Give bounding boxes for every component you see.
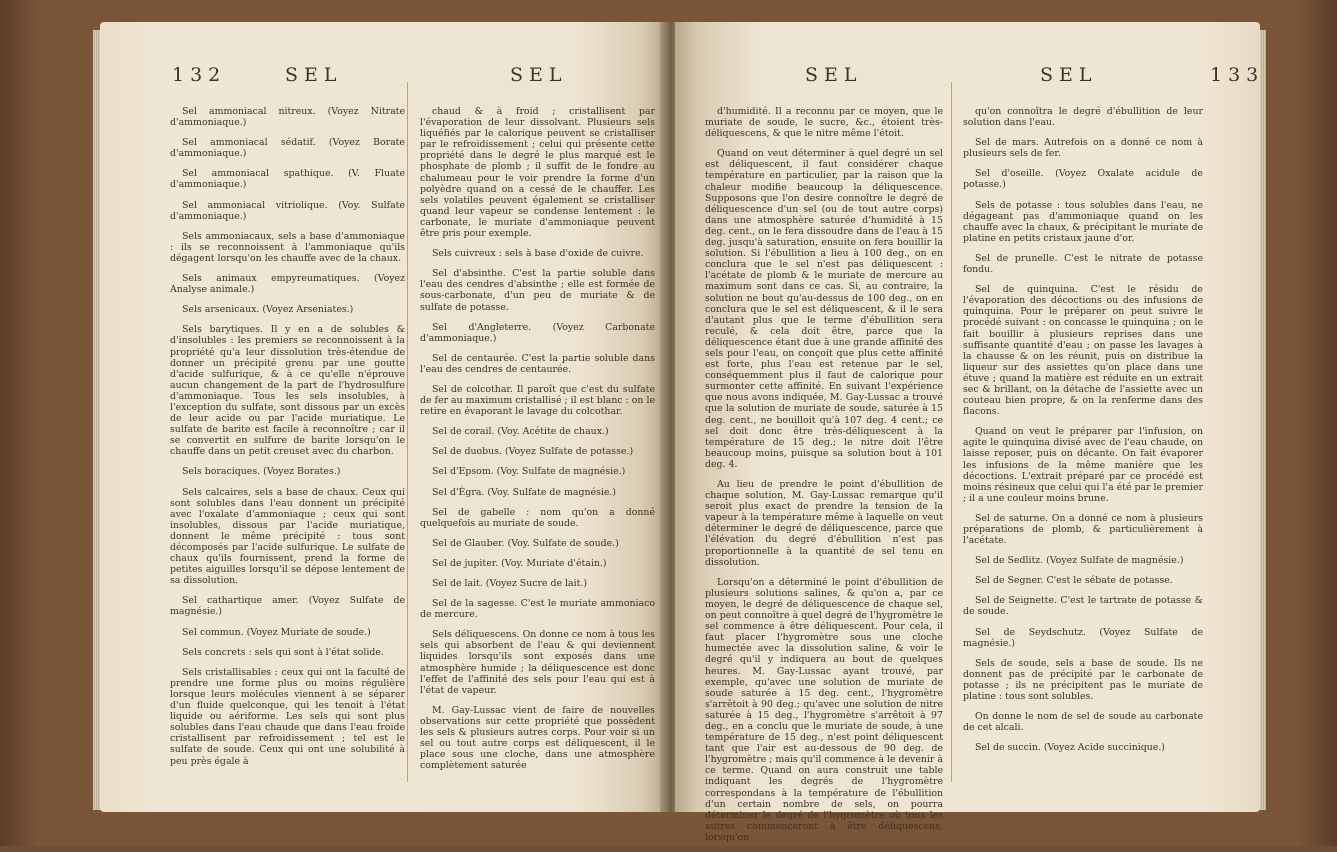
left-page xyxy=(100,22,665,812)
entry-paragraph: Sel de gabelle : nom qu'on a donné quelquefois au muriate de soude. xyxy=(420,506,655,529)
entry-paragraph: Quand on veut déterminer à quel degré un sel est déliquescent, il faut considérer chaque température en particulier, par la raison que la chaleur modifie beaucoup la déliquescence. Supposons que l'on desire connoître le degré de déliquescence d'un sel (ou de tout autre corps) dans une atmosphère saturée d'humidité à 15 deg. cent., on le fera dissoudre dans de l'eau à 15 deg. jusqu'à saturation, ensuite on fera bouillir la solution. Si l'ébullition a lieu à 100 deg., on en conclura que le sel n'est pas déliquescent : l'acétate de plomb & le muriate de mercure au maximum sont dans ce cas. Si, au contraire, la solution ne bout qu'au-dessus de 100 deg., on en conclura que le sel est déliquescent, & il le sera d'autant plus que le terme d'ébullition sera reculé, & cela doit être, parce que la déliquescence étant due à une grande affinité des sels pour l'eau, on conçoit que plus cette affinité est forte, plus l'eau est retenue par le sel, conséquemment plus il faut de calorique pour surmonter cette affinité. En suivant l'expérience que nous avons indiquée, M. Gay-Lussac a trouvé que la solution de muriate de soude, saturée à 15 deg. cent., ne bouilloit qu'à 107 deg. 4 cent.; ce sel doit donc être très-déliquescent à la température de 15 deg.; le nitre doit l'être beaucoup moins, puisque sa solution bout à 101 deg. 4. xyxy=(705,148,943,470)
entry-paragraph: Sels arsenicaux. (Voyez Arseniates.) xyxy=(182,304,354,316)
entry-paragraph: Sel d'Epsom. (Voy. Sulfate de magnésie.) xyxy=(432,466,626,478)
entry-paragraph: Sel de Glauber. (Voy. Sulfate de soude.) xyxy=(432,537,619,549)
left-column-2 xyxy=(420,106,655,780)
page-number-right: 133 xyxy=(1210,64,1265,86)
entry-paragraph: Au lieu de prendre le point d'ébullition de chaque solution, M. Gay-Lussac remarque qu'il seroit plus exact de prendre la tension de la vapeur à la température même à laquelle on veut déterminer le degré de déliquescence, parce que l'élévation du degré d'ébullition n'est pas proportionnelle à la quantité de sel tenu en dissolution. xyxy=(705,479,943,568)
entry-paragraph: M. Gay-Lussac vient de faire de nouvelles observations sur cette propriété que possèdent les sels & plusieurs autres corps. Pour voir si un sel ou tout autre corps est déliquescent, il le place sous une cloche, dans une atmosphère complètement saturée xyxy=(420,704,655,772)
entry-paragraph: On donne le nom de sel de soude au carbonate de cet alcali. xyxy=(963,711,1203,734)
entry-paragraph: Quand on veut le préparer par l'infusion, on agite le quinquina divisé avec de l'eau chaude, on laisse reposer, puis on décante. On fait évaporer les infusions de la même manière que les décoctions. L'extrait préparé par ce procédé est moins résineux que celui qui l'a été par le premier ; il a une couleur moins brune. xyxy=(963,426,1204,504)
entry-paragraph: Sel de mars. Autrefois on a donné ce nom à plusieurs sels de fer. xyxy=(963,137,1203,160)
entry-paragraph: Sel ammoniacal vitriolique. (Voy. Sulfate d'ammoniaque.) xyxy=(170,199,405,222)
entry-paragraph: Sel de quinquina. C'est le résidu de l'évaporation des décoctions ou des infusions de quinquina. Pour le préparer on peut suivre le procédé suivant : on concasse le quinquina ; on le fait bouillir à plusieurs reprises dans une suffisante quantité d'eau ; on passe les lavages à la chausse & on les réunit, puis on distribue la liqueur sur des assiettes qu'on place dans une étuve ; quand la matière est réduite en un extrait sec & brillant, on la détache de l'assiette avec un couteau bien propre, & on la renferme dans des flacons. xyxy=(963,284,1203,418)
entry-paragraph: Sels de soude, sels a base de soude. Ils ne donnent pas de précipité par le carbonate de potasse ; ils ne précipitent pas le muriate de platine : tous sont solubles. xyxy=(963,657,1203,703)
column-rule xyxy=(407,82,408,782)
entry-paragraph: Sels concrets : sels qui sont à l'état solide. xyxy=(182,646,384,658)
entry-paragraph: Sels déliquescens. On donne ce nom à tous les sels qui absorbent de l'eau & qui deviennent liquides lorsqu'ils sont exposés dans une atmosphère humide ; la déliquescence est donc l'effet de l'affinité des sels pour l'eau qui est à l'état de vapeur. xyxy=(420,629,655,696)
entry-paragraph: Sel d'absinthe. C'est la partie soluble dans l'eau des cendres d'absinthe ; elle est formée de sous-carbonate, d'un peu de muriate & de sulfate de potasse. xyxy=(420,268,655,313)
entry-paragraph: chaud & à froid ; cristallisent par l'évaporation de leur dissolvant. Plusieurs sels liquéfiés par le calorique peuvent se cristalliser par le refroidissement ; celui qui présente cette propriété dans le degré le plus marqué est le phosphate de plomb ; il suffit de le fondre au chalumeau pour le voir prendre la forme d'un polyèdre quand on a cessé de le chauffer. Les sels volatiles peuvent également se cristalliser quand leur vapeur se condense lentement : le carbonate, le muriate d'ammoniaque peuvent être pris pour exemple. xyxy=(420,106,655,240)
left-column-1 xyxy=(170,106,405,776)
entry-paragraph: Sel de Segner. C'est le sébate de potasse. xyxy=(975,575,1173,587)
entry-paragraph: Sel de Seignette. C'est le tartrate de potasse & de soude. xyxy=(963,595,1203,618)
entry-paragraph: Sels cuivreux : sels à base d'oxide de cuivre. xyxy=(432,248,644,260)
entry-paragraph: Sel de prunelle. C'est le nitrate de potasse fondu. xyxy=(963,252,1203,276)
page-number-left: 132 xyxy=(172,64,227,86)
right-column-2 xyxy=(963,106,1203,762)
entry-paragraph: Sels boraciques. (Voyez Borates.) xyxy=(182,466,341,478)
entry-paragraph: Sel d'Égra. (Voy. Sulfate de magnésie.) xyxy=(432,486,617,498)
entry-paragraph: Sel d'Angleterre. (Voyez Carbonate d'ammoniaque.) xyxy=(420,321,655,344)
entry-paragraph: Sel de colcothar. Il paroît que c'est du sulfate de fer au maximum cristallisé ; il est blanc : on le retire en évaporant le lavage du colcothar. xyxy=(420,383,655,418)
entry-paragraph: Sels ammoniacaux, sels a base d'ammoniaque : ils se reconnoissent à l'ammoniaque qu'ils dégagent lorsqu'on les chauffe avec de la chaux. xyxy=(170,230,405,264)
column-rule xyxy=(951,82,952,782)
right-column-1 xyxy=(705,106,943,852)
entry-paragraph: Sel de la sagesse. C'est le muriate ammoniaco de mercure. xyxy=(420,598,655,621)
entry-paragraph: Sel de centaurée. C'est la partie soluble dans l'eau des cendres de centaurée. xyxy=(420,352,655,375)
entry-paragraph: d'humidité. Il a reconnu par ce moyen, que le muriate de soude, le sucre, &c., étoient très-déliquescens, & que le nitre même l'étoit. xyxy=(705,106,943,140)
entry-paragraph: Sel ammoniacal sédatif. (Voyez Borate d'ammoniaque.) xyxy=(170,137,405,160)
entry-paragraph: Sel de Seydschutz. (Voyez Sulfate de magnésie.) xyxy=(963,626,1203,649)
entry-paragraph: Sels cristallisables : ceux qui ont la faculté de prendre une forme plus ou moins régulière lorsque leurs molécules viennent à se séparer d'un fluide quelconque, qui les tenoit à l'état liquide ou aériforme. Les sels qui sont plus solubles dans l'eau chaude que dans l'eau froide cristallisent par refroidissement ; tel est le sulfate de soude. Ceux qui ont une solubilité à peu près égale à xyxy=(170,666,405,767)
entry-paragraph: Sel d'oseille. (Voyez Oxalate acidule de potasse.) xyxy=(963,168,1203,191)
entry-paragraph: Lorsqu'on a déterminé le point d'ébullition de plusieurs solutions salines, & qu'on a, par ce moyen, le degré de déliquescence de chaque sel, on peut connoître à quel degré de l'hygromètre le sel commence à être déliquescent. Pour cela, il faut placer l'hygromètre sous une cloche humectée avec la dissolution saline, & voir le degré qu'il y indiquera au bout de quelques heures. M. Gay-Lussac ayant trouvé, par exemple, qu'avec une solution de muriate de soude saturée à 15 deg. cent., l'hygromètre s'arrêtoit à 90 deg.; qu'avec une solution de nitre saturée à 15 deg., l'hygromètre s'arrêtoit à 97 deg., en a conclu que le muriate de soude, à une température de 15 deg., n'est point déliquescent tant que l'air est au-dessous de 90 deg. de l'hygromètre ; mais qu'il commence à le devenir à ce terme. Quand on aura construit une table indiquant les degrés de l'hygromètre correspondans à la température de l'ébullition d'un certain nombre de sels, on pourra déterminer le degré de l'hygromètre où tous les autres commenceront à être déliquescens, lorsqu'on xyxy=(705,576,943,843)
entry-paragraph: Sel de jupiter. (Voy. Muriate d'étain.) xyxy=(432,557,607,569)
entry-paragraph: Sels barytiques. Il y en a de solubles & d'insolubles : les premiers se reconnoissent à la propriété qu'a leur dissolution très-étendue de donner un précipité grenu par une goutte d'acide sulfurique, & à ce qu'elle n'éprouve aucun changement de la part de l'hydrosulfure d'ammoniaque. Tous les sels insolubles, à l'exception du sulfate, sont dissous par un excès de leur acide ou par l'acide muriatique. Le sulfate de barite est facile à reconnoître ; car il se convertit en sulfure de barite lorsqu'on le chauffe dans un petit creuset avec du charbon. xyxy=(170,324,405,458)
entry-paragraph: Sel de lait. (Voyez Sucre de lait.) xyxy=(432,578,588,589)
right-page xyxy=(675,22,1265,843)
entry-paragraph: Sel de duobus. (Voyez Sulfate de potasse.) xyxy=(432,446,634,458)
entry-paragraph: Sel cathartique amer. (Voyez Sulfate de magnésie.) xyxy=(170,595,405,618)
entry-paragraph: Sels calcaires, sels a base de chaux. Ceux qui sont solubles dans l'eau donnent un précipité avec l'oxalate d'ammoniaque ; ceux qui sont insolubles, dissous par l'acide muriatique, donnent le même précipité : tous sont décomposés par l'acide sulfurique. Le sulfate de chaux qu'ils fournissent, prend la forme de petites aiguilles lorsqu'il se dépose lentement de sa dissolution. xyxy=(170,486,405,587)
running-head-left-2: SEL xyxy=(510,64,568,86)
entry-paragraph: qu'on connoîtra le degré d'ébullition de leur solution dans l'eau. xyxy=(963,106,1203,129)
running-head-left-1: SEL xyxy=(285,64,343,86)
running-head-right-2: SEL xyxy=(1040,64,1098,86)
entry-paragraph: Sel commun. (Voyez Muriate de soude.) xyxy=(182,626,371,638)
entry-paragraph: Sel de Sedlitz. (Voyez Sulfate de magnésie.) xyxy=(975,555,1184,567)
entry-paragraph: Sel de corail. (Voy. Acétite de chaux.) xyxy=(432,426,609,438)
entry-paragraph: Sels de potasse : tous solubles dans l'eau, ne dégageant pas d'ammoniaque quand on les chauffe avec la chaux, & précipitant le muriate de platine en petits cristaux jaune d'or. xyxy=(963,199,1203,244)
entry-paragraph: Sel ammoniacal nitreux. (Voyez Nitrate d'ammoniaque.) xyxy=(170,106,405,129)
entry-paragraph: Sel de succin. (Voyez Acide succinique.) xyxy=(975,742,1165,754)
entry-paragraph: Sels animaux empyreumatiques. (Voyez Analyse animale.) xyxy=(170,273,405,296)
entry-paragraph: Sel ammoniacal spathique. (V. Fluate d'ammoniaque.) xyxy=(170,168,405,191)
running-head-right-1: SEL xyxy=(805,64,863,86)
entry-paragraph: Sel de saturne. On a donné ce nom à plusieurs préparations de plomb, & particulièrement à l'acétate. xyxy=(963,512,1203,547)
